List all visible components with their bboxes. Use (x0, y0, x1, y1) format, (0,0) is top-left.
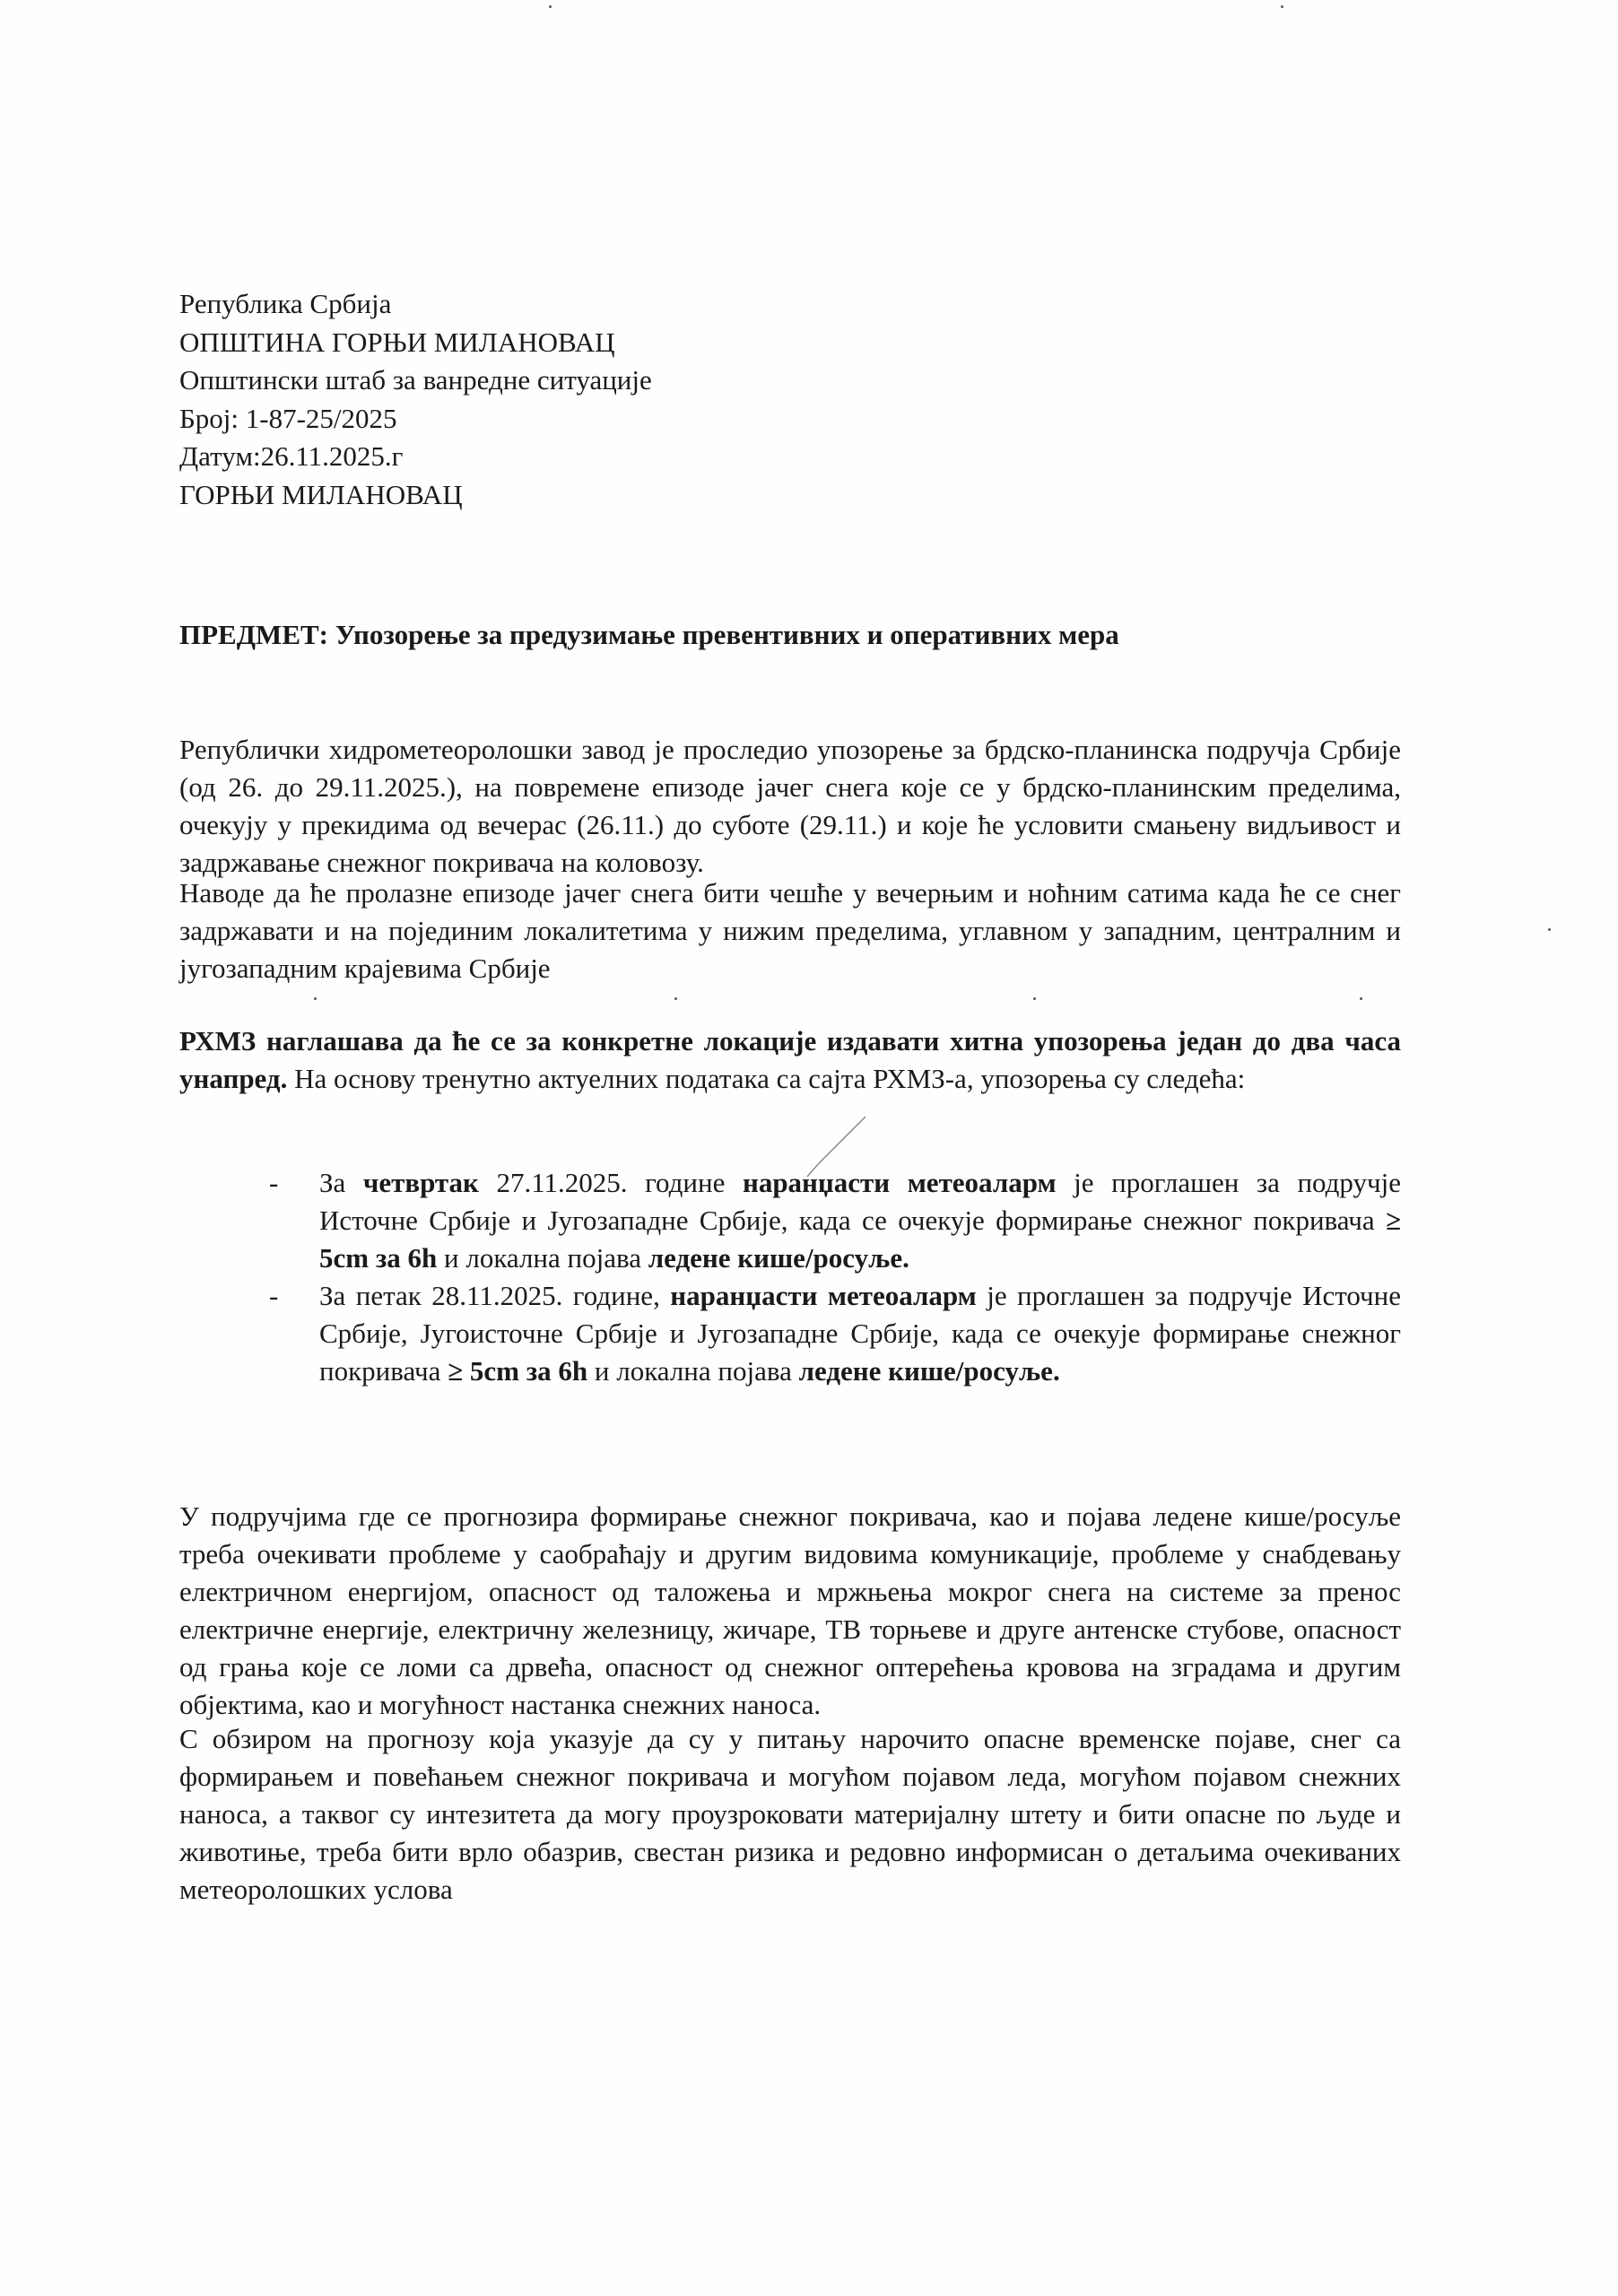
list-item (269, 1277, 1401, 1390)
scan-speck (1033, 997, 1036, 1000)
list-text: је проглашен за подручје Источне Србије и Југозападне Србије, када се очекује формирање снежног покривача (319, 1167, 1401, 1236)
headquarters-line: Општински штаб за ванредне ситуације (179, 364, 652, 396)
paragraph-expected-problems: У подручјима где се прогнозира формирање снежног покривача, као и појава ледене кише/росуље треба очекивати проблеме у саобраћају и другим видовима комуникације, проблеме у снабдевању електричном енергијом, опасност од таложења и мржњења мокрог снега на системе за пренос електричне енергије, електричну железницу, жичаре, ТВ торњеве и друге антенске стубове, опасност од грања које се ломи са дрвећа, опасност од снежног оптерећења кровова на зградама и другим објектима, као и могућност настанка снежних наноса. (179, 1500, 1401, 1720)
pen-stroke-mark (789, 1112, 870, 1184)
list-bold: ледене кише/росуље. (798, 1355, 1060, 1387)
paragraph-caution-advice: С обзиром на прогнозу која указује да су у питању нарочито опасне временске појаве, снег са формирањем и повећањем снежног покривача и могућом појавом леда, могућом појавом снежних наноса, а таквог су интезитета да могу проузроковати материјалну штету и бити опасне по људе и животиње, треба бити врло обазрив, свестан ризика и редовно информисан о детаљима очекиваних метеоролошких услова (179, 1723, 1401, 1905)
municipality-line: ОПШТИНА ГОРЊИ МИЛАНОВАЦ (179, 326, 615, 358)
scan-speck (674, 997, 677, 1000)
list-dash: - (269, 1280, 279, 1311)
subject-label: ПРЕДМЕТ: (179, 619, 328, 650)
scan-speck (1548, 928, 1551, 931)
paragraph-snow-episodes: Наводе да ће пролазне епизоде јачег снега бити чешће у вечерњим и ноћним сатима када ће се снег задржавати и на појединим локалитетима у нижим пределима, углавном у западним, централним и југозападним крајевима Србије (179, 877, 1401, 984)
city-line: ГОРЊИ МИЛАНОВАЦ (179, 478, 463, 510)
republic-line: Република Србија (179, 288, 392, 319)
list-text: и локална појава (437, 1242, 648, 1274)
list-text: и локална појава (587, 1355, 799, 1387)
list-bold: четвртак (362, 1167, 479, 1198)
paragraph-urgent-warnings (179, 1022, 1401, 1098)
urgent-warnings-bold: РХМЗ наглашава да ће се за конкретне локације издавати хитна упозорења један до два часа унапред. (179, 1025, 1401, 1094)
list-bold: ≥ 5cm за 6h (448, 1355, 588, 1387)
list-bold: наранџасти метеоаларм (670, 1280, 977, 1311)
list-text: је проглашен за подручје Источне Србије, Југоисточне Србије и Југозападне Србије, када се очекује формирање снежног покривача (319, 1280, 1401, 1387)
urgent-warnings-rest: На основу тренутно актуелних података са сајта РХМЗ-а, упозорења су следећа: (294, 1063, 1246, 1094)
scan-speck (1360, 997, 1362, 1000)
warning-list (269, 1164, 1401, 1390)
list-dash: - (269, 1167, 279, 1198)
list-text: За (319, 1167, 363, 1198)
list-text: За петак 28.11.2025. године, (319, 1280, 671, 1311)
list-bold: наранџасти метеоаларм (742, 1167, 1057, 1198)
paragraph-rhmz-warning: Републички хидрометеоролошки завод је проследио упозорење за брдско-планинска подручја Србије (од 26. до 29.11.2025.), на повремене епизоде јачег снега које се у брдско-планинским пределима, очекују у прекидима од вечерас (26.11.) до суботе (29.11.) и које ће условити смањену видљивост и задржавање снежног покривача на коловозу. (179, 734, 1401, 878)
list-text: 27.11.2025. године (478, 1167, 743, 1198)
scan-speck (549, 5, 552, 8)
document-date: Датум:26.11.2025.г (179, 440, 404, 472)
scan-speck (314, 997, 317, 1000)
document-number: Број: 1-87-25/2025 (179, 402, 397, 434)
list-bold: ледене кише/росуље. (648, 1242, 909, 1274)
list-bold: ≥ 5cm за 6h (319, 1205, 1401, 1274)
letterhead (179, 285, 652, 514)
scan-speck (1281, 5, 1283, 8)
subject-line (179, 619, 1119, 651)
subject-text: Упозорење за предузимање превентивних и оперативних мера (335, 619, 1119, 650)
